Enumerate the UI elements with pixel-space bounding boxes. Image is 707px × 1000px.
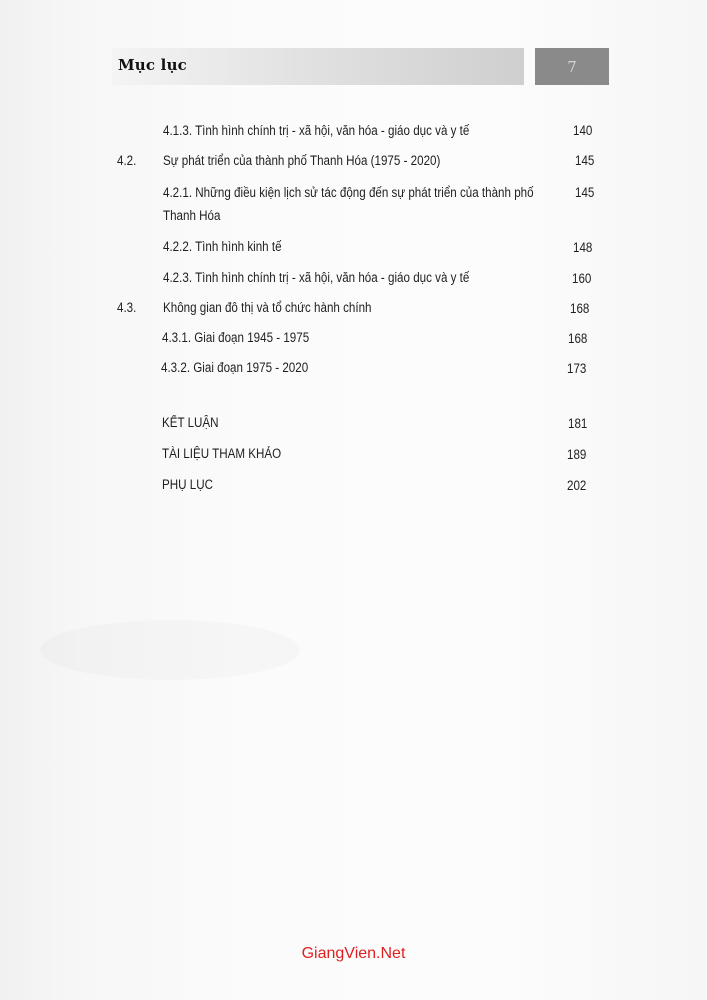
toc-entry-page: 160 <box>572 271 592 286</box>
toc-entry-page: 145 <box>575 153 595 168</box>
toc-entry-label: Sự phát triển của thành phố Thanh Hóa (1975 - 2020) <box>163 153 441 168</box>
toc-entry-page: 145 <box>575 185 595 200</box>
toc-entry-label: KẾT LUẬN <box>162 415 219 430</box>
toc-entry-page: 202 <box>567 478 587 493</box>
toc-entry-page: 189 <box>567 447 587 462</box>
toc-entry-page: 181 <box>568 416 588 431</box>
toc-entry-page: 168 <box>570 301 590 316</box>
page-number: 7 <box>567 57 577 76</box>
page-title: Mục lục <box>118 56 188 74</box>
toc-entry-label: TÀI LIỆU THAM KHẢO <box>162 446 282 461</box>
toc-entry-label: 4.3.2. Giai đoạn 1975 - 2020 <box>161 360 309 375</box>
toc-entry-label: 4.2.3. Tình hình chính trị - xã hội, văn hóa - giáo dục và y tế <box>163 270 470 285</box>
watermark-text: GiangVien.Net <box>301 945 406 962</box>
toc-entry-label: 4.3.1. Giai đoạn 1945 - 1975 <box>162 330 310 345</box>
toc-section-number: 4.3. <box>117 300 137 315</box>
toc-entry-page: 168 <box>568 331 588 346</box>
toc-entry-label: 4.2.2. Tình hình kinh tế <box>163 239 282 254</box>
toc-entry-page: 148 <box>573 240 593 255</box>
toc-entry-label: 4.2.1. Những điều kiện lịch sử tác động đến sự phát triển của thành phố <box>163 185 534 200</box>
toc-entry-page: 140 <box>573 123 593 138</box>
toc-section-number: 4.2. <box>117 153 137 168</box>
toc-entry-label: PHỤ LỤC <box>162 477 213 492</box>
toc-entry-label: Không gian đô thị và tổ chức hành chính <box>163 300 372 315</box>
toc-entry-page: 173 <box>567 361 587 376</box>
toc-entry-label: 4.1.3. Tình hình chính trị - xã hội, văn hóa - giáo dục và y tế <box>163 123 470 138</box>
toc-entry-label-continued: Thanh Hóa <box>163 208 221 223</box>
